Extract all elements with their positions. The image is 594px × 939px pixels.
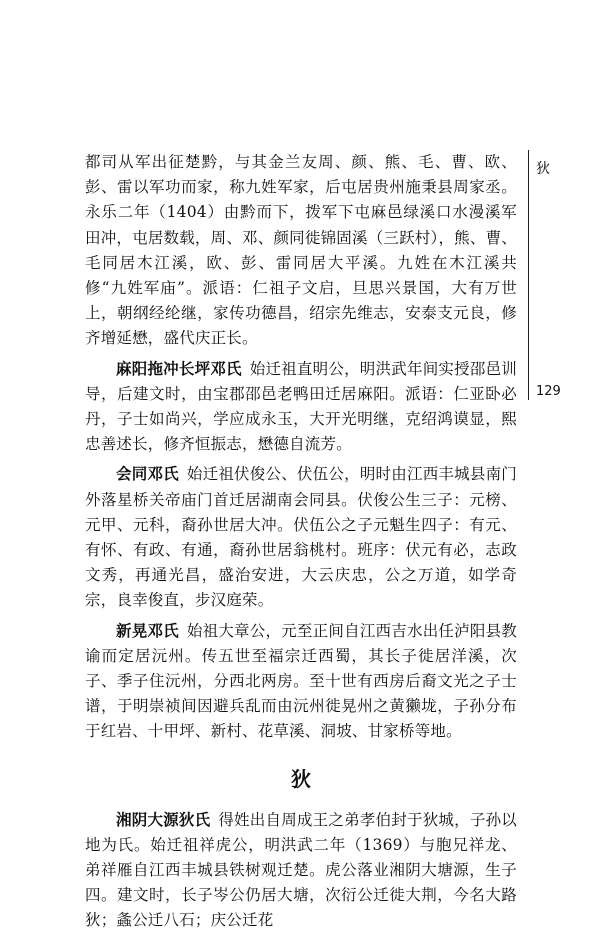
page-number: 129 bbox=[536, 384, 561, 399]
paragraph-text: 始迁祖伏俊公、伏伍公，明时由江西丰城县南门外落星桥关帝庙门首迁居湖南会同县。伏俊公生三子：元榜、元甲、元科，裔孙世居大冲。伏伍公之子元魁生四子：有元、有怀、有政、有通，裔孙世居翁桃村。班序：伏元有必，志政文秀，再通光昌，盛治安进，大云庆忠，公之万道，如学奇宗，良幸俊直，步汉庭荣。 bbox=[85, 465, 517, 610]
paragraph-xinhuang-deng bbox=[85, 619, 517, 745]
paragraph-text: 始迁祖直明公，明洪武年间实授邵邑训导，后建文时，由宝郡邵邑老鸭田迁居麻阳。派语：仁亚卧必丹，子士如尚兴，学应成永玉，大开光明继，克绍鸿谟显，熙忠善述长，修齐恒振志，懋德自流芳。 bbox=[85, 359, 517, 454]
margin-rule bbox=[528, 150, 529, 400]
paragraph-text: 始祖大章公，元至正间自江西吉水出任泸阳县教谕而定居沅州。传五世至福宗迁西蜀，其长子徙居洋溪，次子、季子住沅州，分西北两房。至十世有西房后裔文光之子士谱，于明崇祯间因避兵乱而由沅州徙晃州之黄獭垅，子孙分布于红岩、十甲坪、新村、花草溪、洞坡、甘家桥等地。 bbox=[85, 621, 517, 741]
paragraph-xiangyin-di bbox=[85, 808, 517, 934]
paragraph-text: 得姓出自周成王之弟孝伯封于狄城，子孙以地为氏。始迁祖祥虎公，明洪武二年（1369）与胞兄祥龙、弟祥雁自江西丰城县铁树观迁楚。虎公落业湘阴大塘源，生子四。建文时，长子岑公仍居大塘，次衍公迁徙大荆，今名大路狄；螽公迁八石；庆公迁花 bbox=[85, 810, 517, 930]
paragraph-huitong-deng bbox=[85, 462, 517, 613]
body-text bbox=[85, 150, 517, 939]
running-head-surname: 狄 bbox=[536, 161, 550, 177]
paragraph-continued bbox=[85, 150, 517, 352]
paragraph-lead: 新晃邓氏 bbox=[116, 621, 179, 640]
paragraph-lead: 会同邓氏 bbox=[116, 465, 179, 484]
paragraph-mayang-deng bbox=[85, 357, 517, 458]
paragraph-text: 都司从军出征楚黔，与其金兰友周、颜、熊、毛、曹、欧、彭、雷以军功而家，称九姓军家，后屯居贵州施秉县周家丞。永乐二年（1404）由黔而下，拨军下屯麻邑绿溪口水漫溪军田冲，屯居数载，周、邓、颜同徙锦固溪（三跃村），熊、曹、毛同居木江溪，欧、彭、雷同居大平溪。九姓在木江溪共修“九姓军庙”。派语：仁祖子文启，旦思兴景国，大有万世上，朝纲经纶继，家传功德昌，绍宗先维志，安泰支元良，修齐增延懋，盛代庆正长。 bbox=[85, 153, 517, 348]
paragraph-lead: 湘阴大源狄氏 bbox=[116, 810, 211, 829]
paragraph-lead: 麻阳拖冲长坪邓氏 bbox=[116, 359, 242, 378]
section-heading: 狄 bbox=[291, 766, 311, 791]
